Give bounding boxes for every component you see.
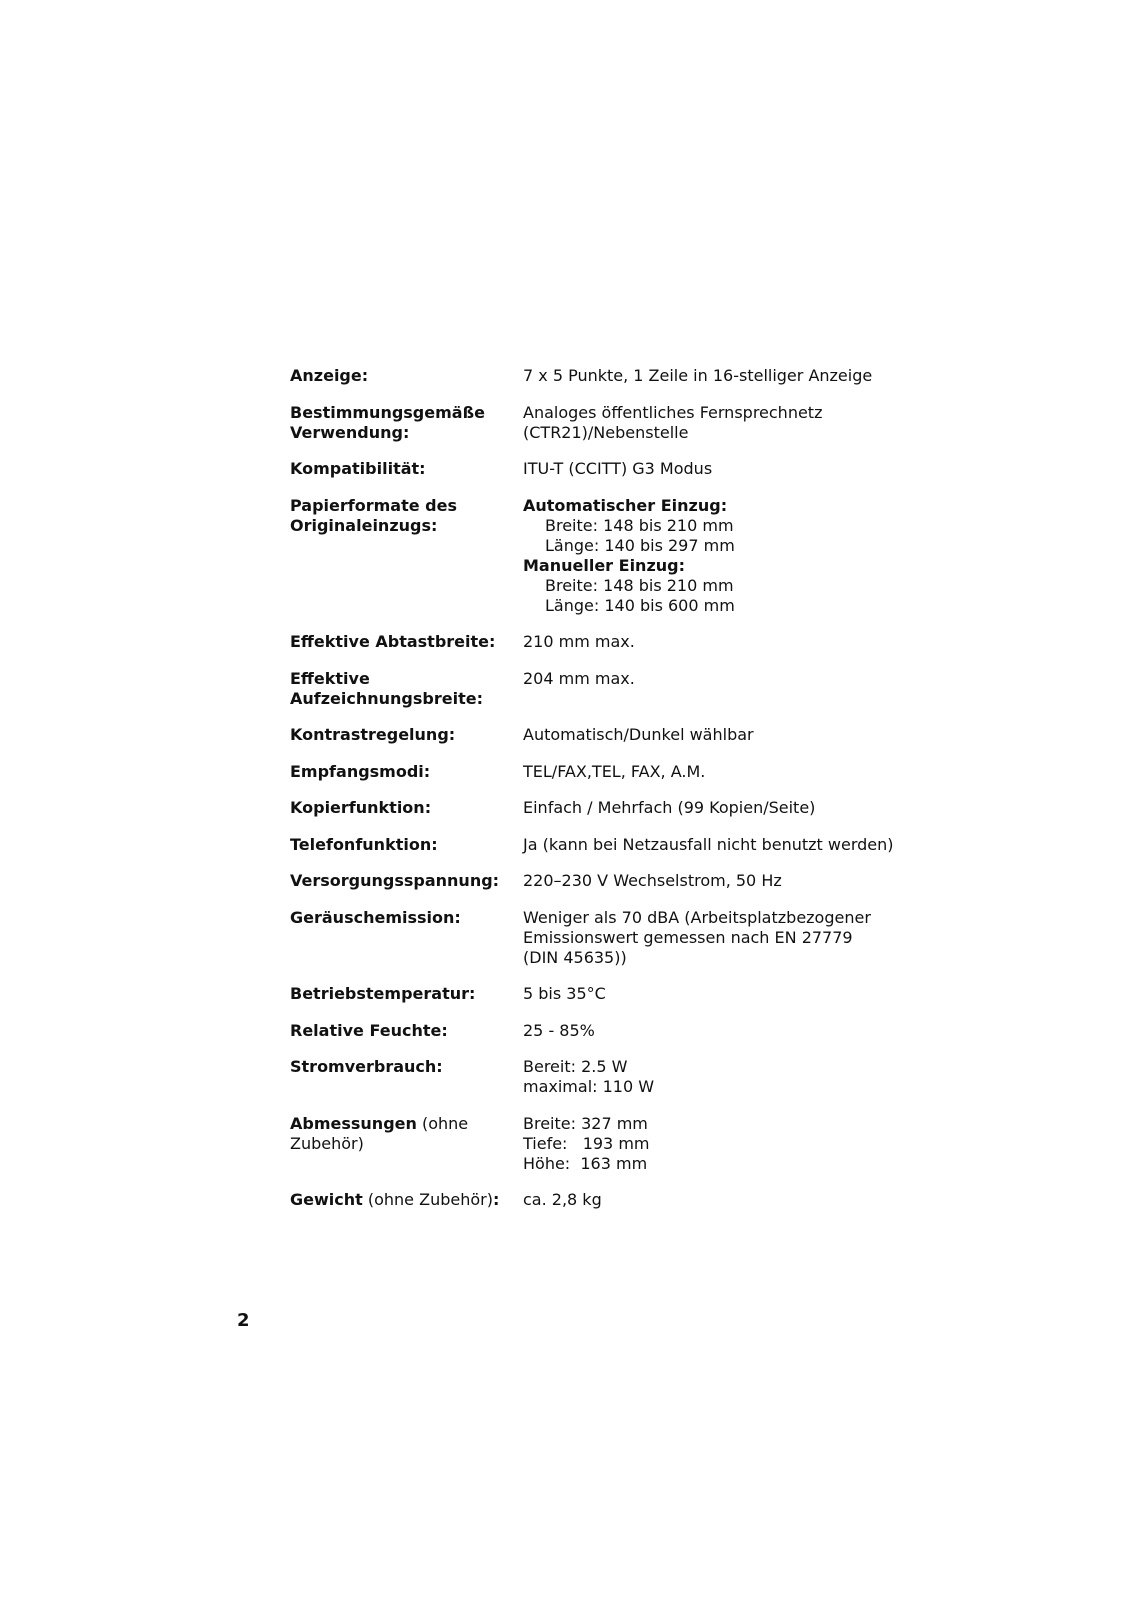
spec-label: Stromverbrauch: <box>290 1057 443 1076</box>
spec-label: Geräuschemission: <box>290 907 461 927</box>
spec-value-line: Länge: 140 bis 600 mm <box>545 595 735 615</box>
spec-value: ITU-T (CCITT) G3 Modus <box>523 459 713 478</box>
spec-label: Versorgungsspannung: <box>290 871 500 890</box>
spec-value <box>523 1114 930 1174</box>
spec-value <box>523 403 930 443</box>
spec-row-feuchte <box>290 1021 930 1041</box>
spec-value-line: Analoges öffentliches Fernsprechnetz <box>523 402 823 422</box>
spec-value-line: (CTR21)/Nebenstelle <box>523 422 689 442</box>
spec-label-line: Aufzeichnungsbreite: <box>290 688 483 708</box>
spec-row-anzeige <box>290 366 930 386</box>
spec-label <box>290 403 523 443</box>
spec-value-line: Bereit: 2.5 W <box>523 1057 628 1076</box>
spec-label <box>290 1190 523 1210</box>
spec-row-gewicht <box>290 1190 930 1210</box>
spec-value-line: maximal: 110 W <box>523 1077 655 1096</box>
spec-row-abtastbreite <box>290 632 930 652</box>
spec-value-line: (DIN 45635)) <box>523 947 627 967</box>
spec-value: Einfach / Mehrfach (99 Kopien/Seite) <box>523 798 816 817</box>
spec-value-line: Emissionswert gemessen nach EN 27779 <box>523 927 853 947</box>
spec-row-kompatibilitaet <box>290 459 930 479</box>
spec-value <box>523 908 930 968</box>
spec-value-line: Höhe: 163 mm <box>523 1153 648 1173</box>
spec-row-telefonfunktion <box>290 835 930 855</box>
spec-value: Ja (kann bei Netzausfall nicht benutzt werden) <box>523 834 894 854</box>
spec-value: 7 x 5 Punkte, 1 Zeile in 16-stelliger Anzeige <box>523 366 873 385</box>
spec-label-note: (ohne <box>416 1113 469 1133</box>
spec-label-colon: : <box>492 1190 500 1209</box>
spec-value: 5 bis 35°C <box>523 984 606 1003</box>
spec-row-verwendung <box>290 403 930 443</box>
spec-label: Telefonfunktion: <box>290 834 438 854</box>
spec-value-line: Breite: 148 bis 210 mm <box>545 515 734 535</box>
spec-label: Kompatibilität: <box>290 459 426 478</box>
spec-value: 210 mm max. <box>523 632 635 651</box>
spec-label-line: Verwendung: <box>290 422 410 442</box>
spec-label-bold: Gewicht <box>290 1190 363 1209</box>
spec-row-empfangsmodi <box>290 762 930 782</box>
spec-row-temperatur <box>290 984 930 1004</box>
spec-label <box>290 1114 523 1154</box>
spec-label-line: Originaleinzugs: <box>290 515 438 535</box>
spec-label-line: Effektive <box>290 668 370 688</box>
spec-value-line: Weniger als 70 dBA (Arbeitsplatzbezogener <box>523 907 871 927</box>
spec-value-heading: Automatischer Einzug: <box>523 495 728 515</box>
spec-row-aufzeichnungsbreite <box>290 669 930 709</box>
spec-value: TEL/FAX,TEL, FAX, A.M. <box>523 761 706 781</box>
spec-row-versorgung <box>290 871 930 891</box>
spec-row-kopierfunktion <box>290 798 930 818</box>
spec-value: 204 mm max. <box>523 668 635 688</box>
spec-value <box>523 1057 930 1097</box>
spec-label: Relative Feuchte: <box>290 1020 448 1040</box>
spec-value-line: Breite: 327 mm <box>523 1113 648 1133</box>
spec-label <box>290 669 523 709</box>
spec-label: Kopierfunktion: <box>290 798 432 817</box>
spec-value: Automatisch/Dunkel wählbar <box>523 725 754 744</box>
spec-label-line <box>290 1190 523 1210</box>
spec-row-papierformate <box>290 496 930 616</box>
spec-row-kontrast <box>290 725 930 745</box>
spec-value-heading: Manueller Einzug: <box>523 555 685 575</box>
spec-value: 25 - 85% <box>523 1020 595 1040</box>
spec-value-line: Breite: 148 bis 210 mm <box>545 575 734 595</box>
spec-label-line: Bestimmungsgemäße <box>290 402 485 422</box>
spec-label: Effektive Abtastbreite: <box>290 632 496 651</box>
spec-row-strom <box>290 1057 930 1097</box>
spec-value: 220–230 V Wechselstrom, 50 Hz <box>523 871 782 890</box>
spec-label-line: Papierformate des <box>290 495 457 515</box>
spec-label: Betriebstemperatur: <box>290 984 476 1003</box>
spec-label-line <box>290 1114 523 1134</box>
spec-label-note: (ohne Zubehör) <box>362 1190 493 1209</box>
spec-label-bold: Abmessungen <box>290 1113 417 1133</box>
spec-label-note: Zubehör) <box>290 1133 364 1153</box>
spec-label: Empfangsmodi: <box>290 761 431 781</box>
spec-value: ca. 2,8 kg <box>523 1190 602 1209</box>
spec-label: Anzeige: <box>290 366 369 385</box>
spec-value <box>523 496 930 616</box>
spec-row-geraeusch <box>290 908 930 968</box>
spec-value-line: Länge: 140 bis 297 mm <box>545 535 735 555</box>
page-number: 2 <box>237 1310 250 1331</box>
spec-label: Kontrastregelung: <box>290 725 456 744</box>
spec-row-abmessungen <box>290 1114 930 1174</box>
spec-table <box>290 366 930 1227</box>
spec-label <box>290 496 523 536</box>
spec-value-line: Tiefe: 193 mm <box>523 1133 650 1153</box>
